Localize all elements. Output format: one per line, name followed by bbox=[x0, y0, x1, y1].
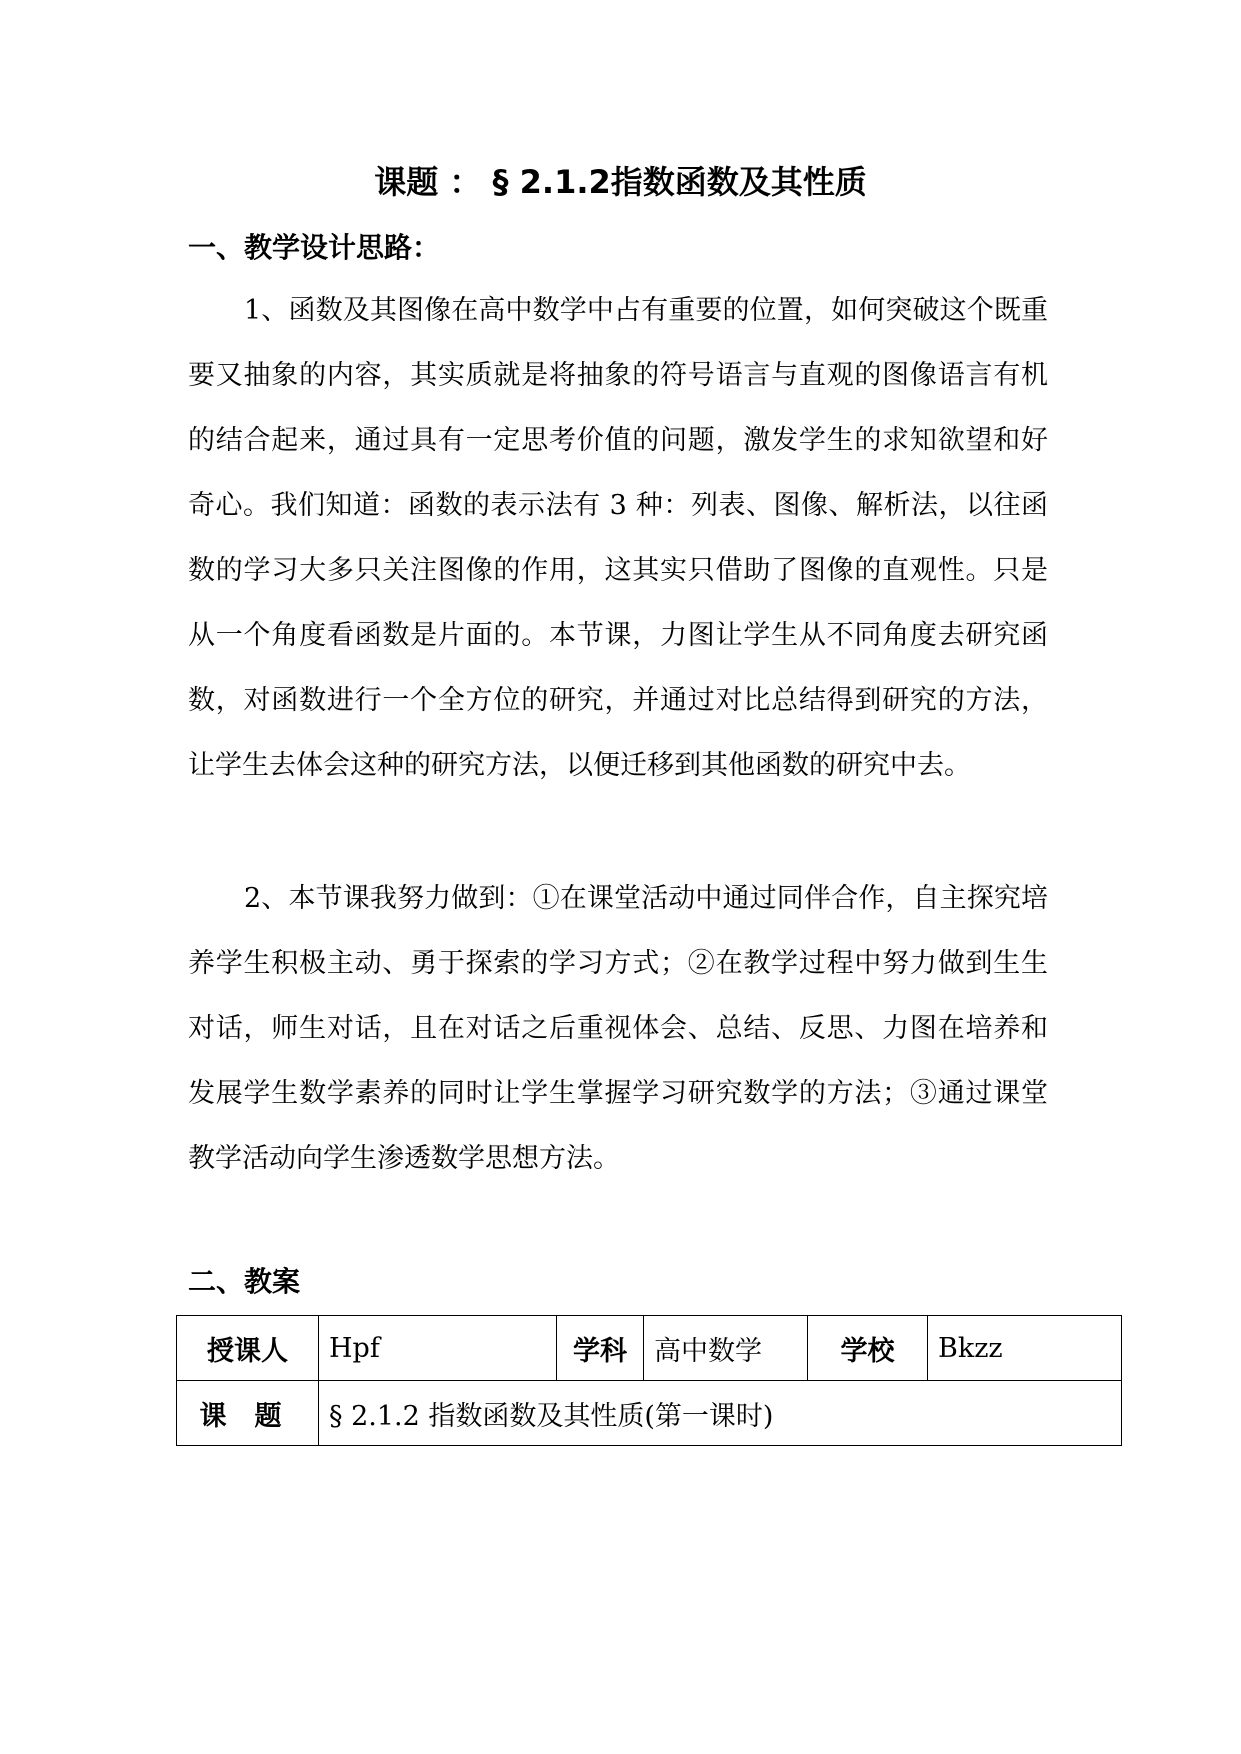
subject-label: 学科 bbox=[557, 1316, 644, 1381]
document-title: 课题 ： § 2.1.2指数函数及其性质 bbox=[374, 163, 867, 201]
teacher-value: Hpf bbox=[319, 1316, 557, 1381]
school-value: Bkzz bbox=[928, 1316, 1122, 1381]
section-heading-lesson-plan: 二、教案 bbox=[188, 1265, 301, 1298]
school-label: 学校 bbox=[808, 1316, 928, 1381]
paragraph-design-idea-1: 1、函数及其图像在高中数学中占有重要的位置，如何突破这个既重要又抽象的内容，其实质就是将抽象的符号语言与直观的图像语言有机的结合起来，通过具有一定思考价值的问题，激发学生的求知欲望和好奇心。我们知道：函数的表示法有 3 种：列表、图像、解析法，以往函数的学习大多只关注图像的作用，这其实只借助了图像的直观性。只是从一个角度看函数是片面的。本节课，力图让学生从不同角度去研究函数，对函数进行一个全方位的研究，并通过对比总结得到研究的方法，让学生去体会这种的研究方法，以便迁移到其他函数的研究中去。 bbox=[188, 295, 1048, 781]
section-heading-design-ideas: 一、教学设计思路： bbox=[188, 231, 441, 264]
topic-value: § 2.1.2 指数函数及其性质(第一课时) bbox=[319, 1381, 1122, 1446]
lesson-info-table bbox=[176, 1315, 1122, 1446]
topic-label: 课题 bbox=[177, 1381, 319, 1446]
subject-value: 高中数学 bbox=[644, 1316, 808, 1381]
teacher-label: 授课人 bbox=[177, 1316, 319, 1381]
table-row bbox=[177, 1381, 1122, 1446]
table-row bbox=[177, 1316, 1122, 1381]
paragraph-design-idea-2: 2、本节课我努力做到：①在课堂活动中通过同伴合作，自主探究培养学生积极主动、勇于探索的学习方式；②在教学过程中努力做到生生对话，师生对话，且在对话之后重视体会、总结、反思、力图在培养和发展学生数学素养的同时让学生掌握学习研究数学的方法；③通过课堂教学活动向学生渗透数学思想方法。 bbox=[188, 883, 1048, 1174]
